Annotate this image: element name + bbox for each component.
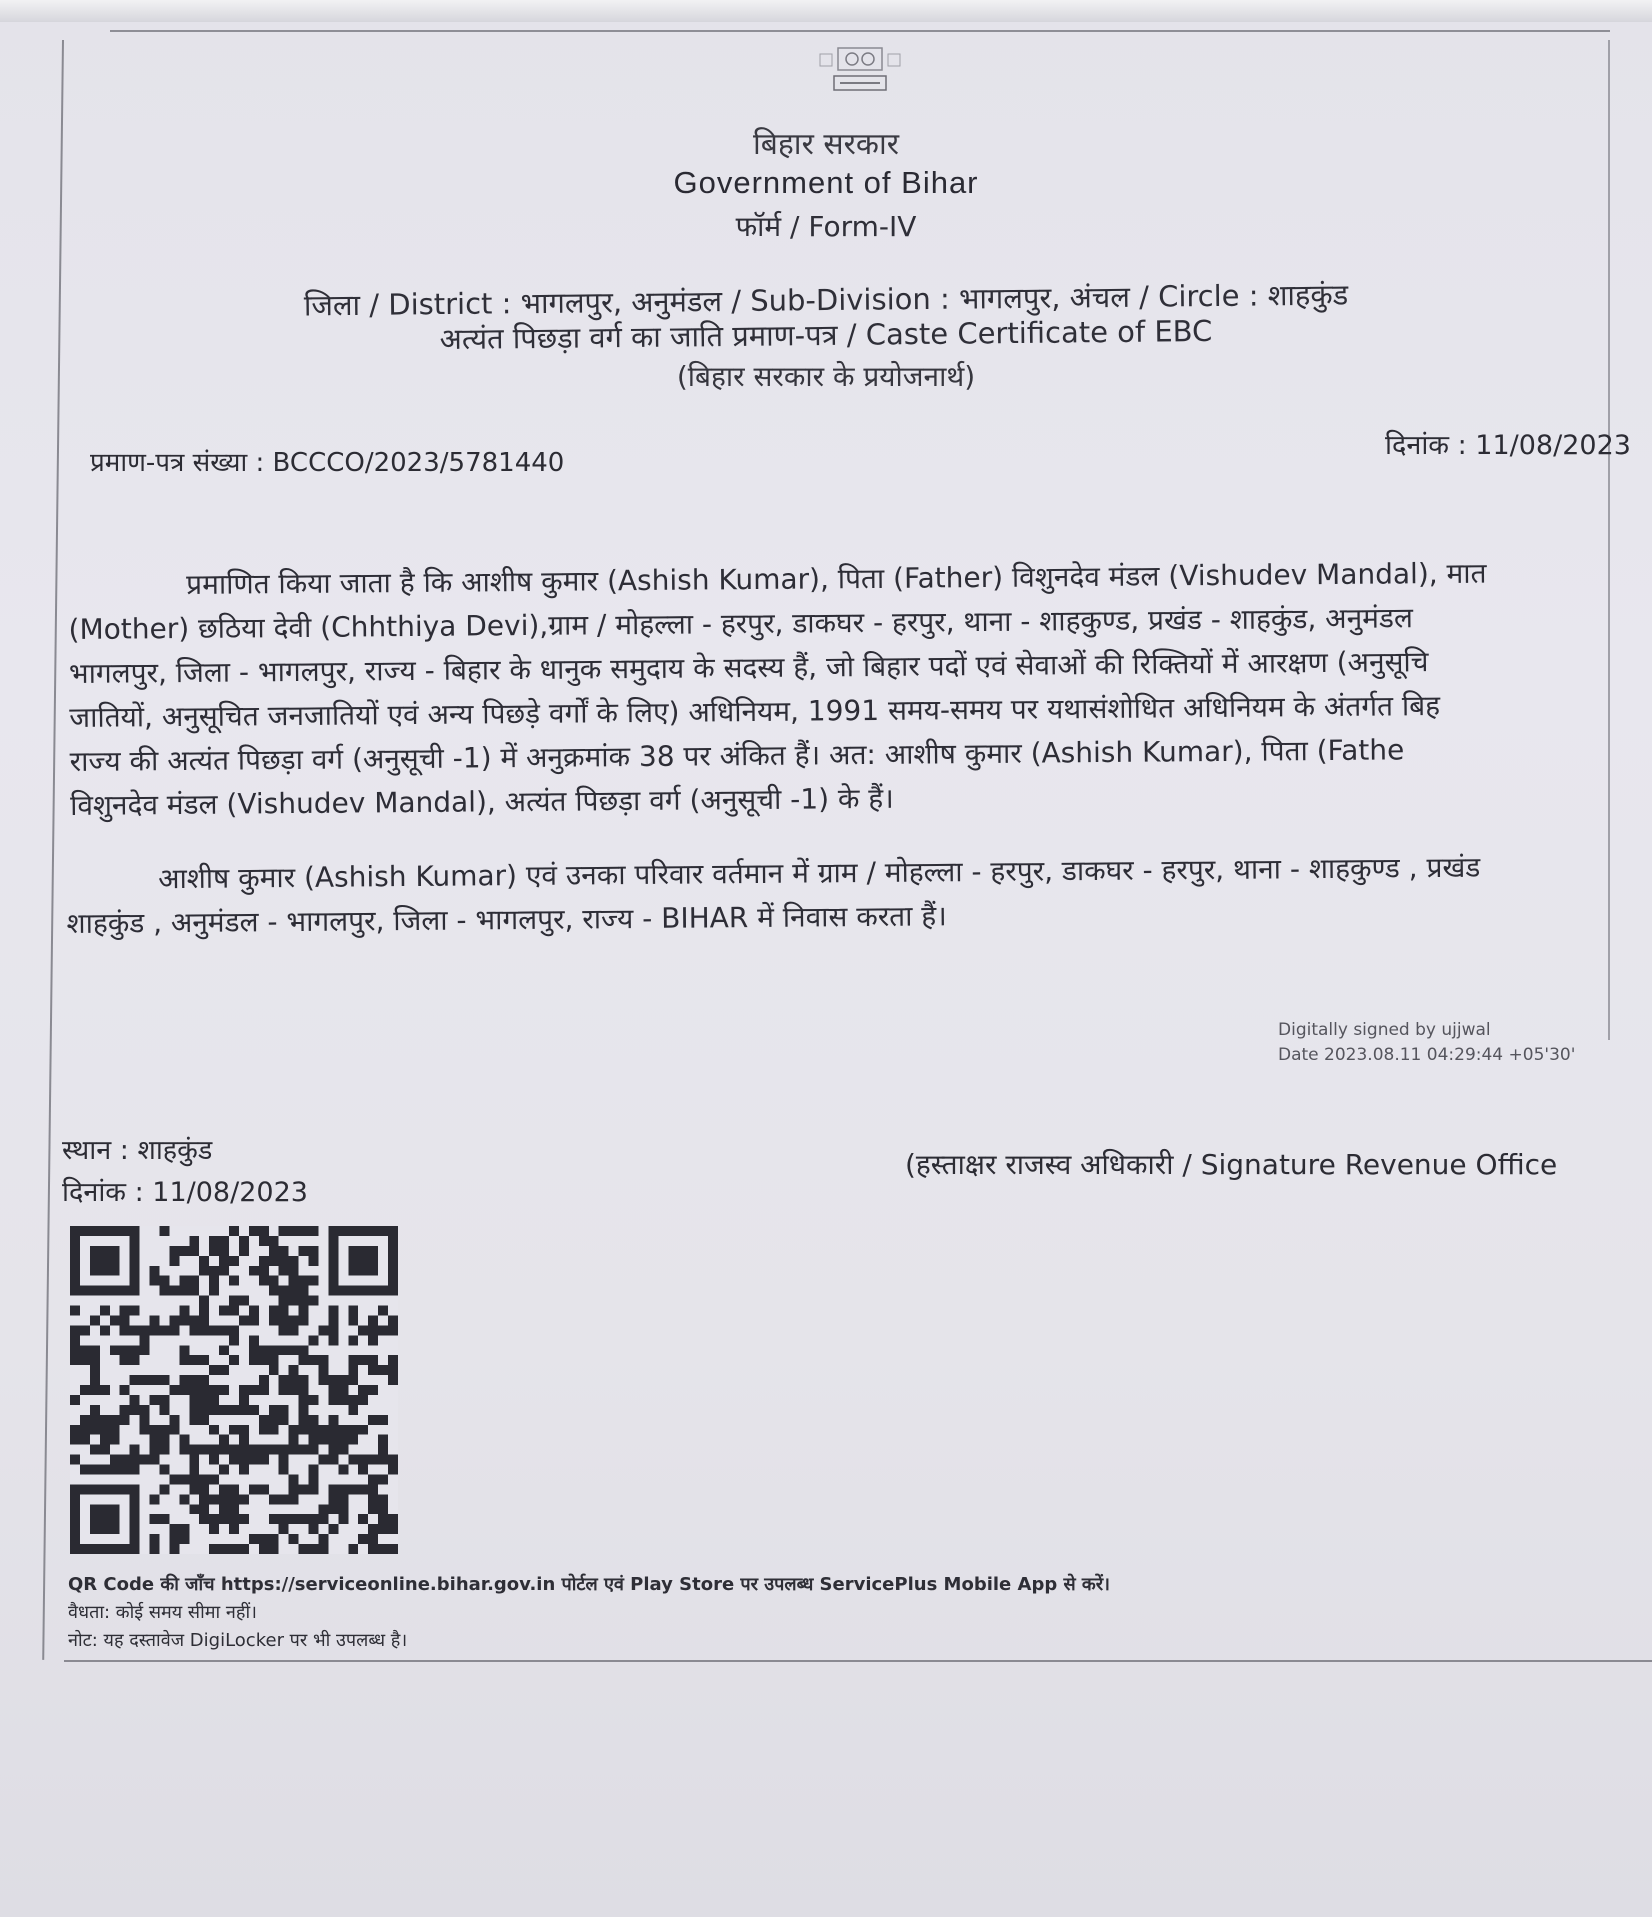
header-district-line: जिला / District : भागलपुर, अनुमंडल / Sub-Division : भागलपुर, अंचल / Circle : शाहकुंड [303,277,1349,323]
header-gov-hindi: बिहार सरकार [752,127,900,162]
paragraph-line: भागलपुर, जिला - भागलपुर, राज्य - बिहार के धानुक समुदाय के सदस्य हैं, जो बिहार पदों एवं सेवाओं की रिक्तियों में आरक्षण (अनुसूचि [68,645,1429,690]
digilocker-note: नोट: यह दस्तावेज DigiLocker पर भी उपलब्ध है। [68,1630,408,1651]
digital-signature-date: Date 2023.08.11 04:29:44 +05'30' [1278,1045,1576,1065]
certificate-date: दिनांक : 11/08/2023 [1385,430,1631,461]
issue-place: स्थान : शाहकुंड [62,1135,213,1166]
paragraph-line: शाहकुंड , अनुमंडल - भागलपुर, जिला - भागलपुर, राज्य - BIHAR में निवास करता हैं। [66,899,947,940]
paragraph-line: प्रमाणित किया जाता है कि आशीष कुमार (Ashish Kumar), पिता (Father) विशुनदेव मंडल (Vishudev Mandal), मात [186,556,1487,601]
paragraph-line: (Mother) छठिया देवी (Chhthiya Devi),ग्राम / मोहल्ला - हरपुर, डाकघर - हरपुर, थाना - शाहकुण्ड, प्रखंड - शाहकुंड, अनुमंडल [68,601,1414,646]
paragraph-line: विशुनदेव मंडल (Vishudev Mandal), अत्यंत पिछड़ा वर्ग (अनुसूची -1) के हैं। [69,781,894,822]
page-top-edge [0,0,1652,22]
certification-paragraph [68,552,1489,828]
state-emblem-icon [800,42,920,100]
qr-code[interactable] [70,1226,398,1554]
certificate-title: अत्यंत पिछड़ा वर्ग का जाति प्रमाण-पत्र / Caste Certificate of EBC [439,313,1213,357]
validity-note: वैधता: कोई समय सीमा नहीं। [68,1602,257,1623]
frame-border-bottom [64,1660,1652,1662]
footer-notes [68,1571,1110,1655]
paragraph-line: आशीष कुमार (Ashish Kumar) एवं उनका परिवार वर्तमान में ग्राम / मोहल्ला - हरपुर, डाकघर - हरपुर, थाना - शाहकुण्ड , प्रखंड [158,850,1481,896]
issue-date: दिनांक : 11/08/2023 [62,1177,308,1208]
certificate-number: प्रमाण-पत्र संख्या : BCCCO/2023/5781440 [90,448,565,478]
frame-border-top [110,30,1610,32]
digital-signature-signer: Digitally signed by ujjwal [1278,1020,1491,1040]
digital-signature-block [1278,1018,1575,1068]
signature-label: (हस्ताक्षर राजस्व अधिकारी / Signature Revenue Office [905,1148,1558,1181]
header-gov-english: Government of Bihar [673,165,979,200]
certificate-purpose: (बिहार सरकार के प्रयोजनार्थ) [676,360,976,393]
frame-border-left [42,40,64,1660]
residence-paragraph [66,846,1481,946]
paragraph-line: राज्य की अत्यंत पिछड़ा वर्ग (अनुसूची -1) में अनुक्रमांक 38 पर अंकित हैं। अत: आशीष कुमार (Ashish Kumar), पिता (Fathe [69,733,1405,778]
qr-verification-note: QR Code की जाँच https://serviceonline.bihar.gov.in पोर्टल एवं Play Store पर उपलब्ध ServicePlus Mobile App से करें। [68,1574,1110,1595]
paragraph-line: जातियों, अनुसूचित जनजातियों एवं अन्य पिछड़े वर्गों के लिए) अधिनियम, 1991 समय-समय पर यथासंशोधित अधिनियम के अंतर्गत बिह [69,689,1441,734]
header-form-number: फॉर्म / Form-IV [735,210,917,243]
